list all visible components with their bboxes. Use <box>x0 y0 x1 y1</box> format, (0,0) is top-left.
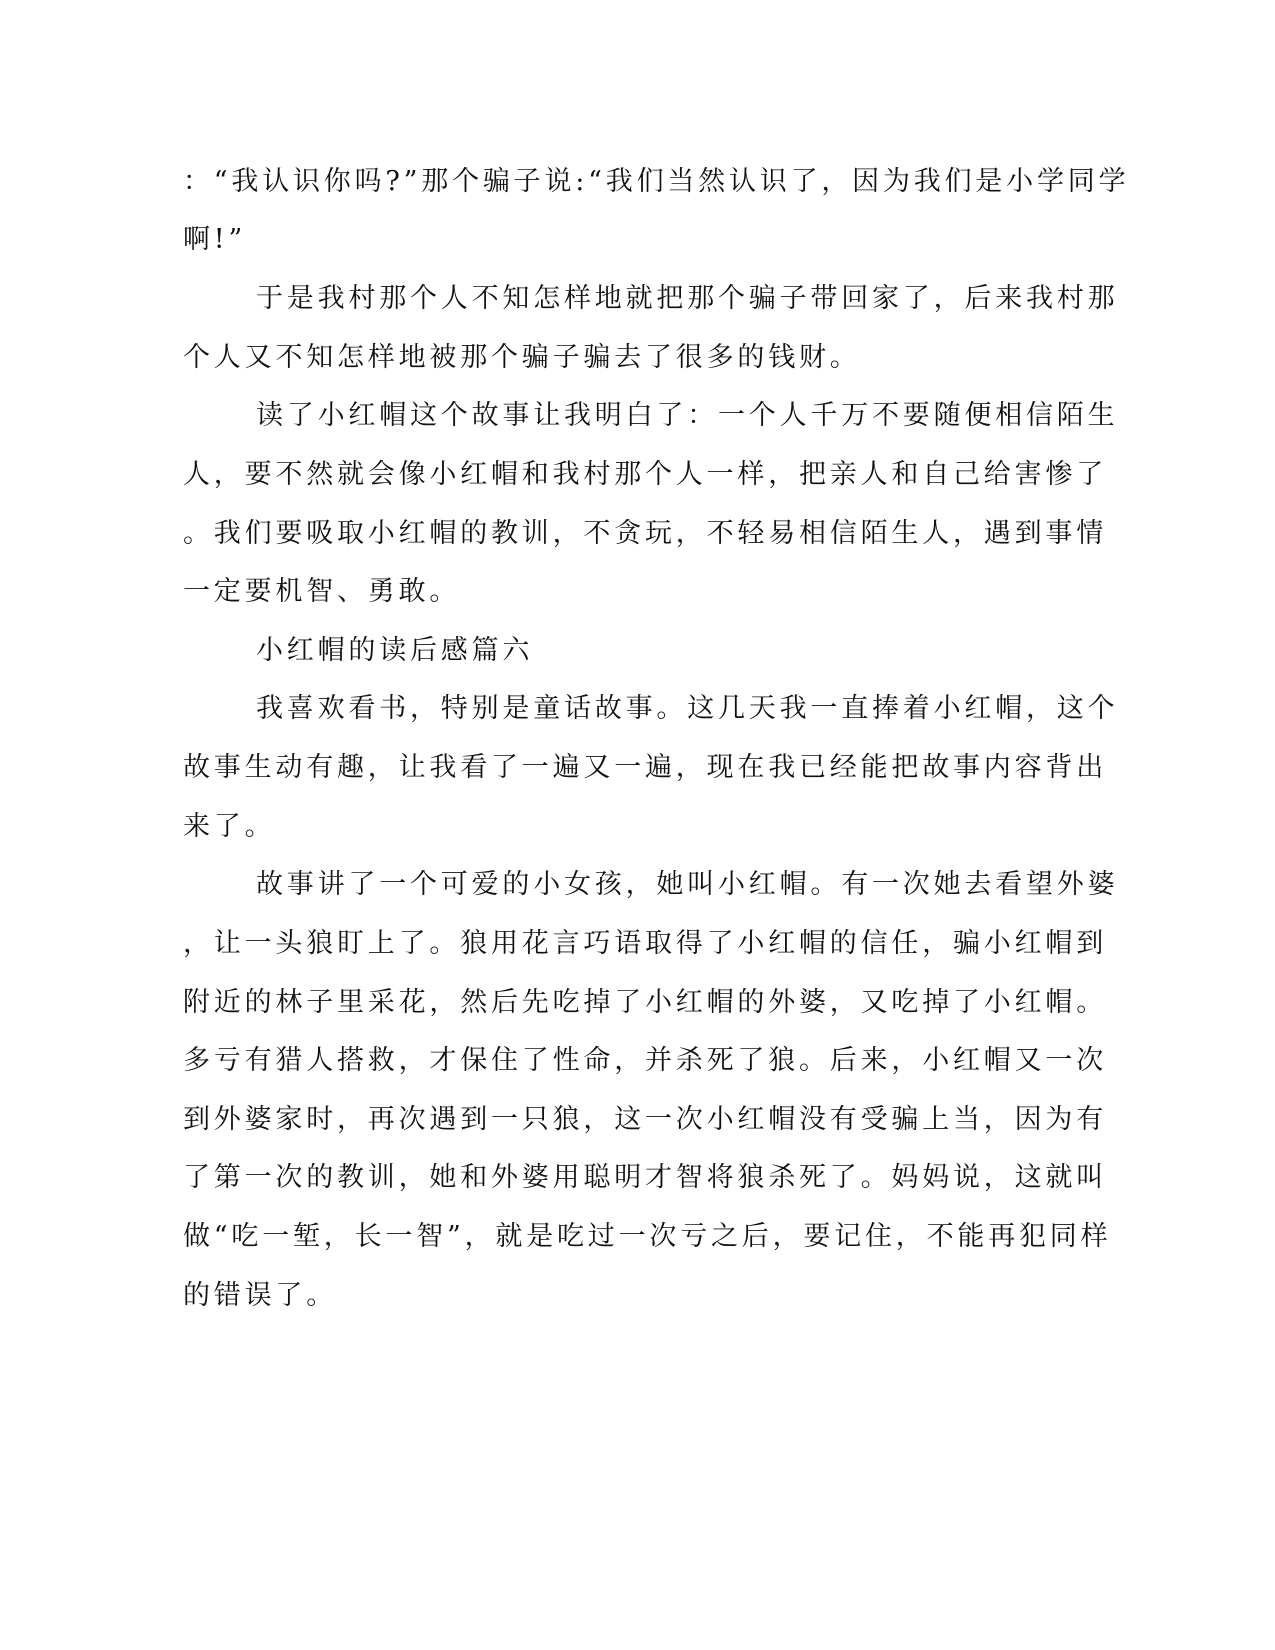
text-line: 个人又不知怎样地被那个骗子骗去了很多的钱财。 <box>183 342 861 373</box>
text-line: 做“吃一堑，长一智”，就是吃过一次亏之后，要记住，不能再犯同样 <box>183 1221 1112 1252</box>
paragraph-start-line: 我喜欢看书，特别是童话故事。这几天我一直捧着小红帽，这个 <box>256 693 1119 724</box>
text-line: 人，要不然就会像小红帽和我村那个人一样，把亲人和自己给害惨了 <box>183 459 1107 490</box>
section-heading: 小红帽的读后感篇六 <box>256 635 534 666</box>
text-line: ，让一头狼盯上了。狼用花言巧语取得了小红帽的信任，骗小红帽到 <box>183 928 1107 959</box>
paragraph-start-line: 读了小红帽这个故事让我明白了：一个人千万不要随便相信陌生 <box>256 400 1119 431</box>
text-line: ：“我认识你吗?”那个骗子说:“我们当然认识了，因为我们是小学同学 <box>183 166 1130 197</box>
text-line: 一定要机智、勇敢。 <box>183 576 461 607</box>
text-line: 的错误了。 <box>183 1280 337 1311</box>
text-line: 啊!” <box>183 224 247 255</box>
paragraph-start-line: 于是我村那个人不知怎样地就把那个骗子带回家了，后来我村那 <box>256 283 1119 314</box>
text-line: 了第一次的教训，她和外婆用聪明才智将狼杀死了。妈妈说，这就叫 <box>183 1162 1107 1193</box>
text-line: 故事生动有趣，让我看了一遍又一遍，现在我已经能把故事内容背出 <box>183 752 1107 783</box>
text-line: 到外婆家时，再次遇到一只狼，这一次小红帽没有受骗上当，因为有 <box>183 1104 1107 1135</box>
text-line: 来了。 <box>183 811 276 842</box>
text-line: 多亏有猎人搭救，才保住了性命，并杀死了狼。后来，小红帽又一次 <box>183 1045 1107 1076</box>
text-line: 附近的林子里采花，然后先吃掉了小红帽的外婆，又吃掉了小红帽。 <box>183 987 1107 1018</box>
text-line: 。我们要吸取小红帽的教训，不贪玩，不轻易相信陌生人，遇到事情 <box>183 518 1107 549</box>
paragraph-start-line: 故事讲了一个可爱的小女孩，她叫小红帽。有一次她去看望外婆 <box>256 869 1119 900</box>
